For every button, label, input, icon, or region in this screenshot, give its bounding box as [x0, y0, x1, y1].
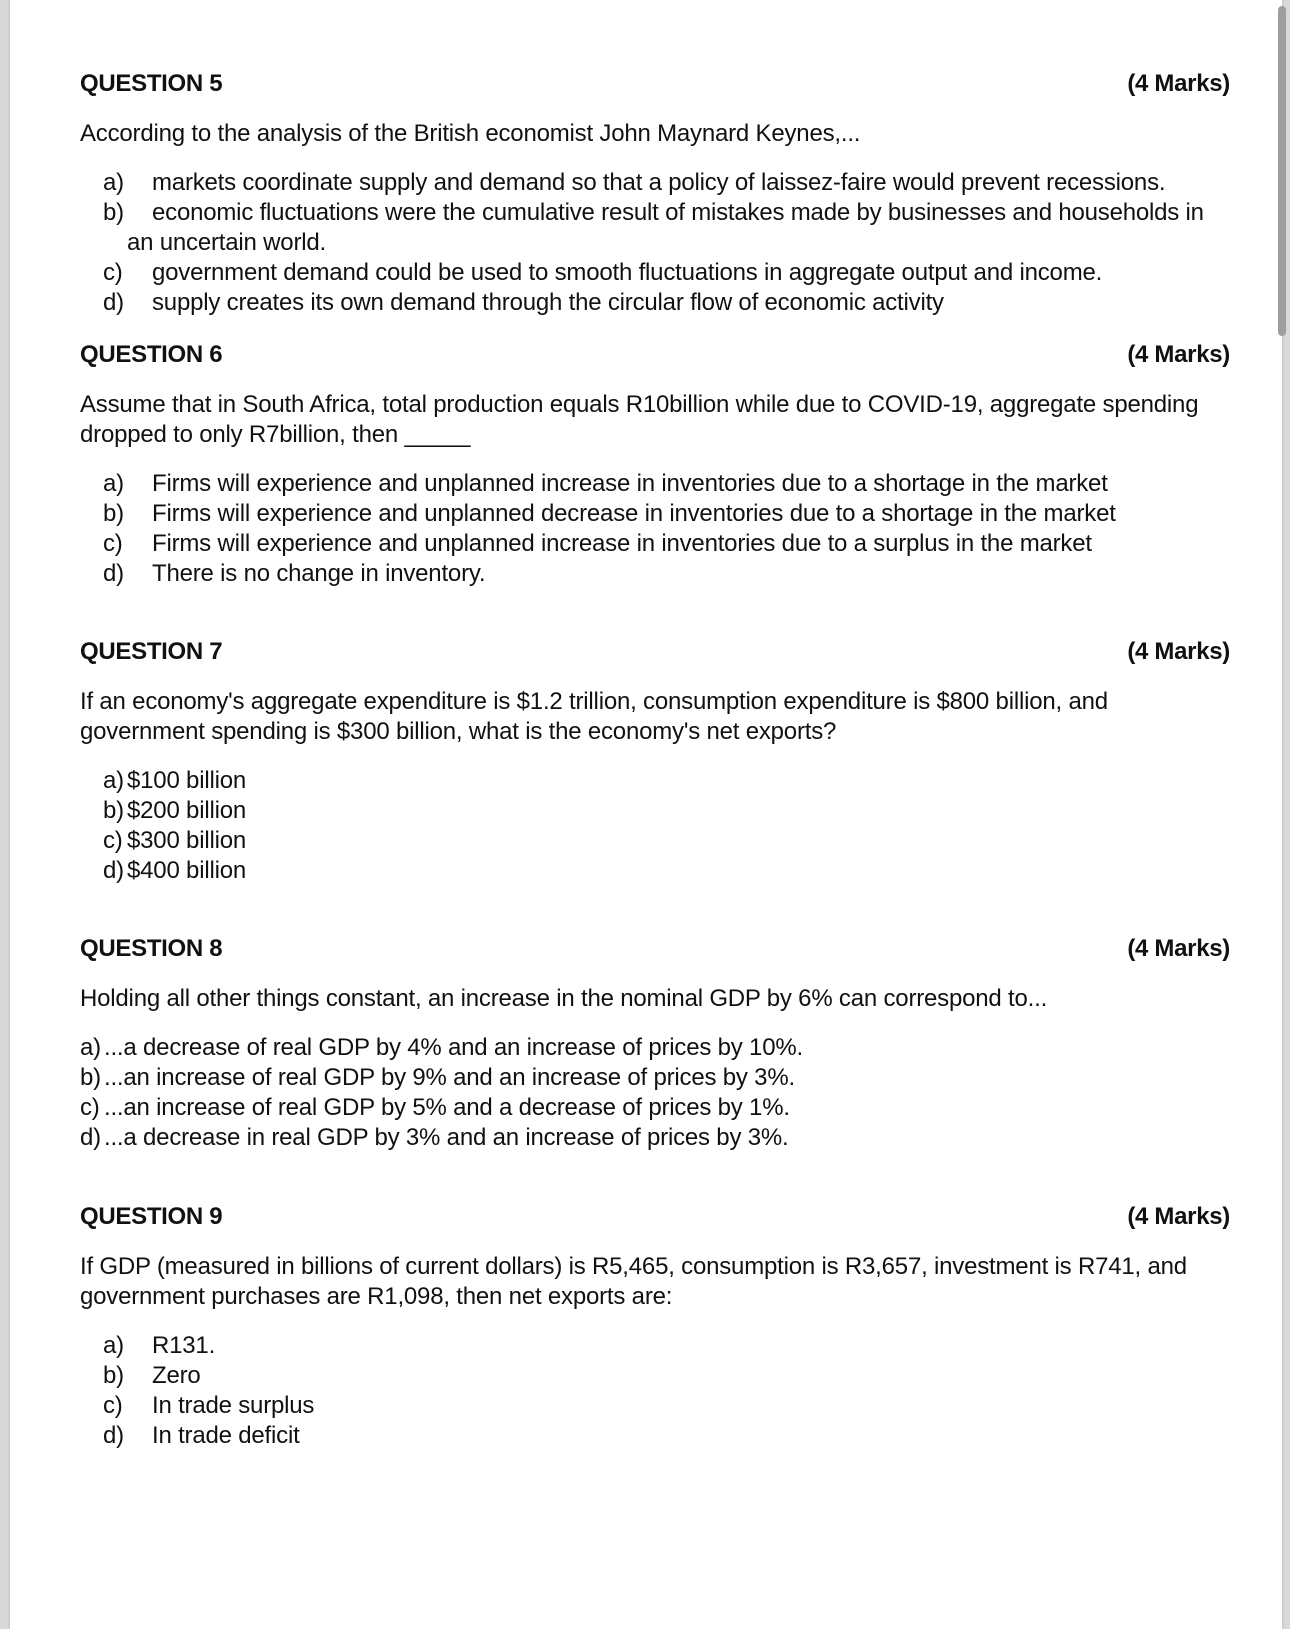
option-c: [80, 826, 1230, 856]
option-d: [80, 288, 1230, 318]
option-letter: a): [103, 767, 124, 794]
question-marks: (4 Marks): [1127, 638, 1230, 665]
option-b: [80, 1361, 1230, 1391]
question-text: If GDP (measured in billions of current dollars) is R5,465, consumption is R3,657, investment is R741, and government purchases are R1,098, then net exports are:: [80, 1253, 1187, 1310]
option-text: $300 billion: [127, 827, 247, 854]
scrollbar-thumb[interactable]: [1278, 6, 1286, 336]
option-letter: b): [80, 1064, 101, 1091]
question-6: [80, 341, 1230, 589]
document-page: [10, 0, 1282, 1629]
option-c: [80, 1391, 1230, 1421]
question-title: QUESTION 9: [80, 1203, 223, 1230]
option-letter: c): [103, 530, 123, 557]
question-7: [80, 638, 1230, 886]
answer-options: [80, 1033, 1230, 1153]
option-b: [80, 796, 1230, 826]
option-a: [80, 766, 1230, 796]
option-text: There is no change in inventory.: [152, 560, 486, 587]
question-marks: (4 Marks): [1127, 341, 1230, 368]
option-b: [80, 1063, 1230, 1093]
question-text: Assume that in South Africa, total production equals R10billion while due to COVID-19, aggregate spending dropped to only R7billion, then _____: [80, 391, 1199, 448]
question-title: QUESTION 7: [80, 638, 223, 665]
question-marks: (4 Marks): [1127, 70, 1230, 97]
question-title: QUESTION 6: [80, 341, 223, 368]
option-letter: b): [103, 1362, 124, 1389]
option-text: $200 billion: [127, 797, 247, 824]
option-letter: a): [103, 1332, 124, 1359]
question-header: [80, 935, 1230, 965]
question-header: [80, 1203, 1230, 1233]
option-d: [80, 856, 1230, 886]
question-marks: (4 Marks): [1127, 935, 1230, 962]
option-a: [80, 469, 1230, 499]
option-text: Firms will experience and unplanned increase in inventories due to a shortage in the market: [152, 470, 1108, 497]
option-letter: d): [103, 560, 124, 587]
option-letter: c): [103, 259, 123, 286]
option-text: Zero: [152, 1362, 201, 1389]
document-viewer: [10, 0, 1282, 1629]
option-text: supply creates its own demand through the circular flow of economic activity: [152, 289, 944, 316]
question-5: [80, 70, 1230, 318]
option-letter: d): [80, 1124, 101, 1151]
option-text: $100 billion: [127, 767, 247, 794]
question-header: [80, 341, 1230, 371]
option-text: ...an increase of real GDP by 9% and an increase of prices by 3%.: [104, 1064, 795, 1091]
option-text: markets coordinate supply and demand so that a policy of laissez-faire would prevent recessions.: [152, 169, 1166, 196]
question-title: QUESTION 5: [80, 70, 223, 97]
option-a: [80, 1033, 1230, 1063]
question-title: QUESTION 8: [80, 935, 223, 962]
answer-options: [80, 766, 1230, 886]
question-marks: (4 Marks): [1127, 1203, 1230, 1230]
option-c: [80, 529, 1230, 559]
option-c: [80, 1093, 1230, 1123]
question-text: According to the analysis of the British economist John Maynard Keynes,...: [80, 120, 861, 147]
answer-options: [80, 168, 1230, 318]
option-letter: a): [103, 470, 124, 497]
option-text: In trade deficit: [152, 1422, 300, 1449]
option-text: ...a decrease of real GDP by 4% and an increase of prices by 10%.: [104, 1034, 803, 1061]
option-text: R131.: [152, 1332, 216, 1359]
option-letter: c): [80, 1094, 100, 1121]
option-b: [80, 198, 1230, 258]
option-a: [80, 1331, 1230, 1361]
question-header: [80, 638, 1230, 668]
option-text: ...an increase of real GDP by 5% and a decrease of prices by 1%.: [104, 1094, 790, 1121]
option-letter: b): [103, 797, 124, 824]
question-text: Holding all other things constant, an increase in the nominal GDP by 6% can correspond to...: [80, 985, 1048, 1012]
option-d: [80, 1421, 1230, 1451]
option-d: [80, 559, 1230, 589]
option-text: Firms will experience and unplanned increase in inventories due to a surplus in the market: [152, 530, 1092, 557]
option-letter: b): [103, 500, 124, 527]
option-text: ...a decrease in real GDP by 3% and an increase of prices by 3%.: [104, 1124, 789, 1151]
option-text: government demand could be used to smooth fluctuations in aggregate output and income.: [152, 259, 1103, 286]
option-text-continuation: an uncertain world.: [127, 229, 326, 256]
vertical-scrollbar[interactable]: [1277, 0, 1286, 1629]
option-letter: b): [103, 199, 124, 226]
option-a: [80, 168, 1230, 198]
answer-options: [80, 469, 1230, 589]
option-b: [80, 499, 1230, 529]
option-text: economic fluctuations were the cumulative result of mistakes made by businesses and households in: [152, 199, 1204, 226]
answer-options: [80, 1331, 1230, 1451]
option-letter: a): [80, 1034, 101, 1061]
question-text: If an economy's aggregate expenditure is $1.2 trillion, consumption expenditure is $800 billion, and government spending is $300 billion, what is the economy's net exports?: [80, 688, 1108, 745]
option-text: $400 billion: [127, 857, 247, 884]
option-d: [80, 1123, 1230, 1153]
question-8: [80, 935, 1230, 1153]
option-letter: a): [103, 169, 124, 196]
option-text: In trade surplus: [152, 1392, 315, 1419]
option-letter: d): [103, 857, 124, 884]
option-c: [80, 258, 1230, 288]
option-letter: c): [103, 827, 123, 854]
option-letter: d): [103, 1422, 124, 1449]
question-9: [80, 1203, 1230, 1451]
option-text: Firms will experience and unplanned decrease in inventories due to a shortage in the market: [152, 500, 1116, 527]
question-header: [80, 70, 1230, 100]
option-letter: d): [103, 289, 124, 316]
option-letter: c): [103, 1392, 123, 1419]
